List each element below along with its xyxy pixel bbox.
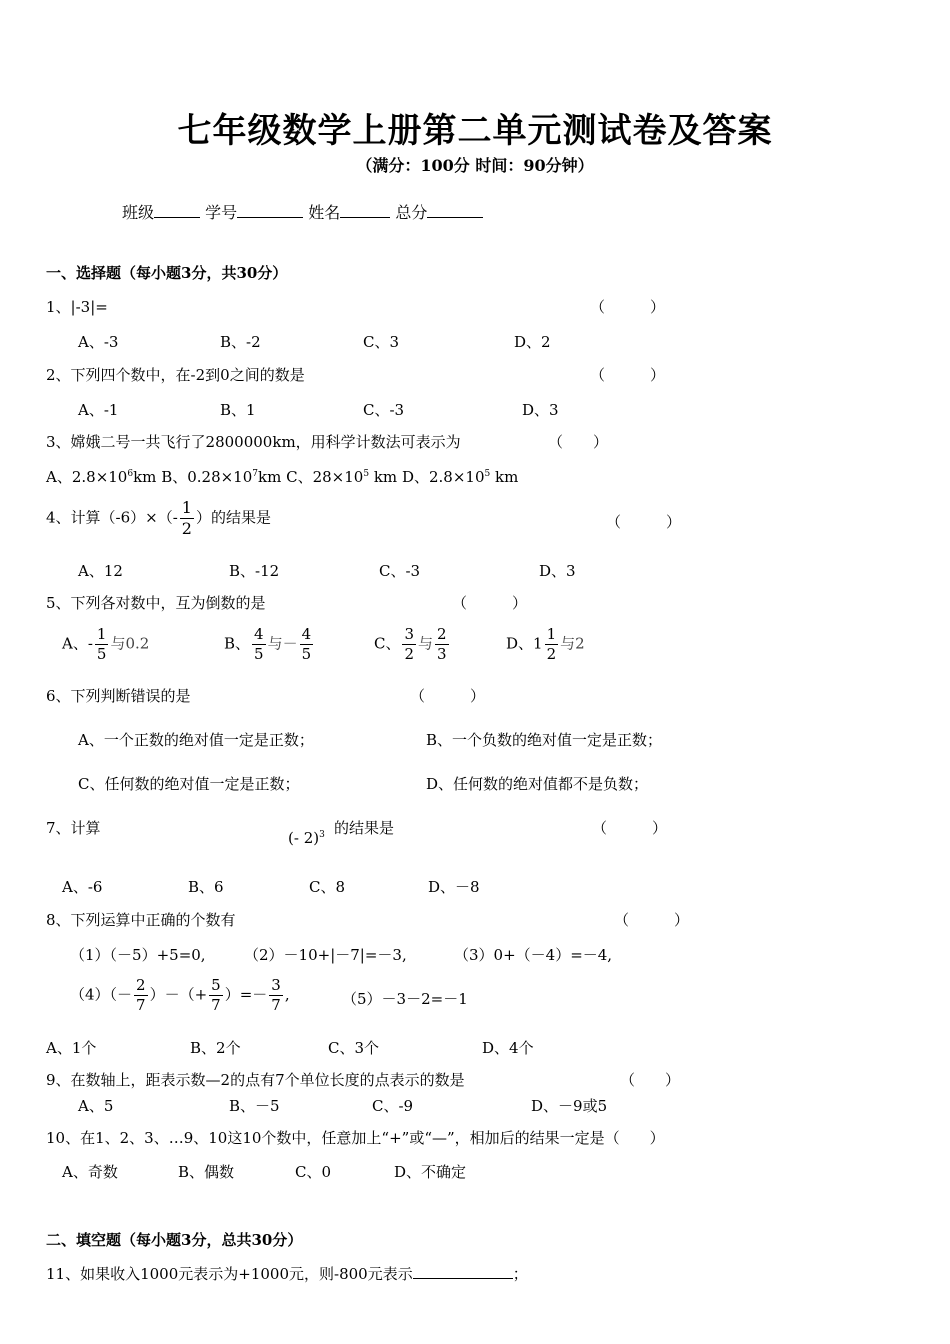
option-d: D、2 [514,333,551,351]
option-d: D、任何数的绝对值都不是负数； [426,775,649,793]
option-c: C、-3 [363,401,405,419]
statement-3: （3）0+（－4）=－4, [454,946,613,964]
answer-paren[interactable]: （ ） [592,819,668,837]
fraction: $\frac{4}{5}$ [254,625,264,663]
answer-paren[interactable]: （ ） [410,687,486,705]
fraction: $\frac{2}{3}$ [437,625,447,663]
answer-paren[interactable]: （ ） [620,1071,681,1089]
option-b: B、$0.28\times 10^7km$ [161,468,282,486]
question-stem: 6、下列判断错误的是 [46,687,191,705]
option-b: B、－5 [229,1097,280,1115]
option-b: B、2个 [190,1039,241,1057]
fraction: $\frac{3}{2}$ [404,625,415,663]
option-a: A、奇数 [62,1163,118,1181]
option-a: A、- $\frac{1}{5}$ 与0.2 [62,625,150,663]
option-a: A、$2.8\times 10^6km$ [46,468,157,486]
fraction: $\frac{1}{5}$ [96,625,107,663]
option-row [46,466,518,487]
class-blank[interactable] [154,203,200,218]
option-d: D、3 [522,401,559,419]
name-blank[interactable] [340,203,390,218]
option-a: A、-1 [78,401,119,419]
score-blank[interactable] [427,203,483,218]
option-b: B、-12 [229,562,280,580]
option-d: D、－8 [428,878,480,896]
option-d: D、不确定 [394,1163,467,1181]
question-stem: 3、嫦娥二号一共飞行了2800000km，用科学计数法可表示为 [46,433,461,451]
question-stem: 5、下列各对数中，互为倒数的是 [46,594,266,612]
fraction: $\frac{4}{5}$ [301,625,312,663]
section-heading: 二、填空题（每小题3分，总共30分） [46,1231,303,1249]
statement-5: （5）－3－2=－1 [342,990,468,1008]
answer-paren[interactable]: （ ） [590,298,666,316]
option-a: A、-6 [62,878,103,896]
option-c: C、任何数的绝对值一定是正数； [78,775,300,793]
option-b: B、偶数 [178,1163,235,1181]
class-label: 班级 [122,203,155,222]
option-d: D、4个 [482,1039,534,1057]
option-b: B、6 [188,878,224,896]
question-stem: 1、|-3|= [46,298,108,316]
page-subtitle: （满分：100分 时间：90分钟） [356,156,594,175]
option-a: A、一个正数的绝对值一定是正数； [78,731,314,749]
fraction: $\frac{1}{2}$ [181,498,192,538]
option-c: C、-9 [372,1097,414,1115]
question-stem: 10、在1、2、3、…9、10这10个数中，任意加上“+”或“—”，相加后的结果一定是（ ） [46,1129,665,1147]
option-c: C、3 [363,333,400,351]
answer-paren[interactable]: （ ） [614,911,690,929]
number-label: 学号 [205,203,238,222]
statement-4: （4）（－ $\frac{2}{7}$ ）－（+ $\frac{5}{7}$ ）=－ $\frac{3}{7}$ , [70,976,290,1014]
option-a: A、12 [78,562,123,580]
score-label: 总分 [395,203,428,222]
question-stem: 7、计算 [46,819,101,837]
section-heading: 一、选择题（每小题3分，共30分） [46,264,288,282]
option-a: A、5 [78,1097,114,1115]
statement-2: （2）－10+|－7|=－3, [244,946,407,964]
fraction: $\frac{5}{7}$ [211,976,221,1014]
option-d: D、1 $\frac{1}{2}$ 与2 [506,625,585,663]
option-b: B、 $\frac{4}{5}$ 与－ $\frac{4}{5}$ [224,625,312,663]
answer-paren[interactable]: （ ） [548,433,609,451]
power-expression: (- 2)$^3$ [288,829,325,847]
question-stem: 11、如果收入1000元表示为+1000元，则-800元表示 ； [46,1265,528,1283]
answer-paren[interactable]: （ ） [590,366,666,384]
option-b: B、一个负数的绝对值一定是正数； [426,731,663,749]
fraction: $\frac{1}{2}$ [546,625,557,663]
option-a: A、-3 [78,333,119,351]
fraction: $\frac{3}{7}$ [271,976,281,1014]
page-title: 七年级数学上册第二单元测试卷及答案 [177,111,773,151]
option-a: A、1个 [46,1039,97,1057]
option-c: C、-3 [379,562,421,580]
name-label: 姓名 [308,203,341,222]
question-stem: 4、计算（-6）×（- $\frac{1}{2}$ ）的结果是 [46,498,271,538]
answer-blank[interactable] [413,1264,513,1279]
statement-1: （1）（－5）+5=0, [70,946,206,964]
fraction: $\frac{2}{7}$ [136,976,146,1014]
option-d: D、－9或5 [531,1097,608,1115]
option-c: C、8 [309,878,346,896]
option-c: C、$28\times 10^5$ km [286,468,398,486]
question-stem: 8、下列运算中正确的个数有 [46,911,236,929]
option-d: D、3 [539,562,576,580]
number-blank[interactable] [237,203,303,218]
option-b: B、1 [220,401,256,419]
option-c: C、3个 [328,1039,380,1057]
question-stem-tail: 的结果是 [334,819,395,837]
answer-paren[interactable]: （ ） [452,594,528,612]
option-b: B、-2 [220,333,261,351]
question-stem: 2、下列四个数中，在-2到0之间的数是 [46,366,305,384]
question-stem: 9、在数轴上，距表示数—2的点有7个单位长度的点表示的数是 [46,1071,465,1089]
answer-paren[interactable]: （ ） [606,513,682,531]
student-info-line [122,200,483,223]
option-c: C、 $\frac{3}{2}$ 与 $\frac{2}{3}$ [374,625,447,663]
option-c: C、0 [295,1163,332,1181]
option-d: D、$2.8\times 10^5$ km [401,468,519,486]
